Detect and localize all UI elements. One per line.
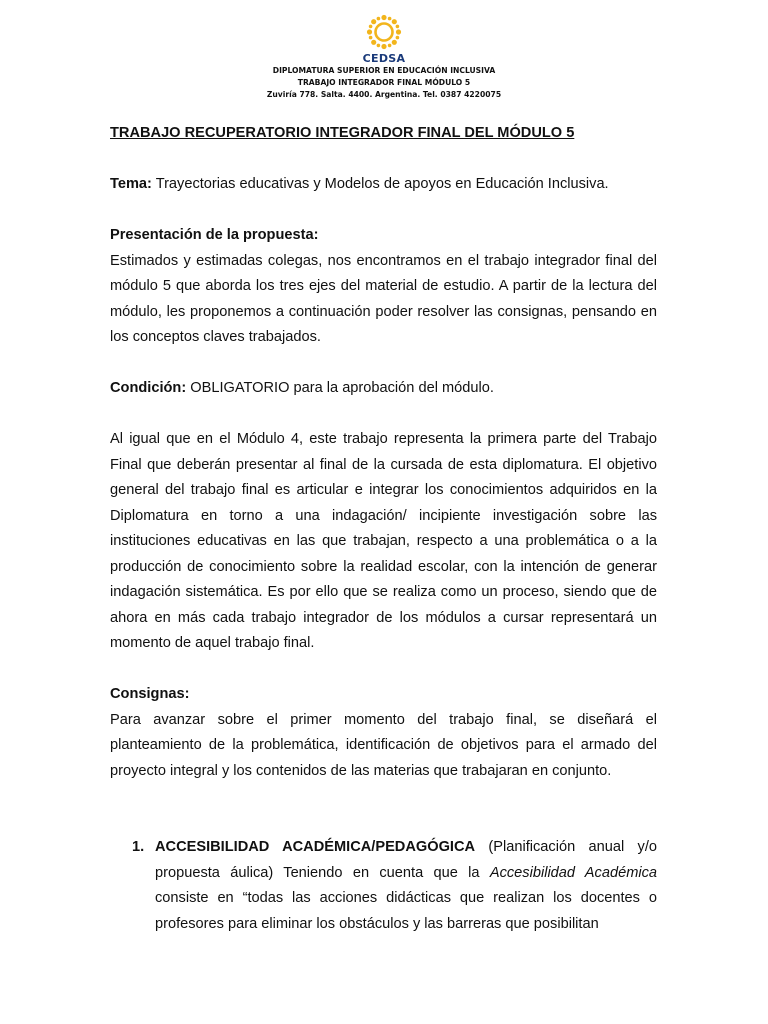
presentacion-heading: Presentación de la propuesta: — [110, 227, 319, 243]
header-line-2: TRABAJO INTEGRADOR FINAL MÓDULO 5 — [297, 78, 471, 87]
consignas-paragraph: Para avanzar sobre el primer momento del trabajo final, se diseñará el planteamiento de la problemática, identificación de objetivos para el armado del proyecto integral y los contenidos de las materias que trabajaran en conjunto. — [110, 711, 657, 779]
list-item-number: 1. — [132, 839, 145, 855]
presentacion-paragraph: Estimados y estimadas colegas, nos encontramos en el trabajo integrador final del módulo 5 que aborda los tres ejes del material de estudio. A partir de la lectura del módulo, les proponemos a continuación poder resolver las consignas, pensando en los conceptos claves trabajados. — [110, 252, 657, 345]
document-body — [110, 121, 657, 937]
document-title: TRABAJO RECUPERATORIO INTEGRADOR FINAL DEL MÓDULO 5 — [110, 125, 575, 141]
list-item — [110, 835, 657, 937]
item1-text-b: consiste en “todas las acciones didácticas que realizan los docentes o profesores para eliminar los obstáculos y las barreras que posibilitan — [155, 890, 657, 932]
tema-paragraph — [110, 172, 657, 198]
header-line-1: DIPLOMATURA SUPERIOR EN EDUCACIÓN INCLUSIVA — [272, 66, 496, 75]
item1-italic: Accesibilidad Académica — [489, 864, 658, 881]
tema-text: Trayectorias educativas y Modelos de apoyos en Educación Inclusiva. — [151, 176, 609, 192]
consignas-heading: Consignas: — [110, 686, 190, 702]
brand-name: CEDSA — [362, 52, 406, 65]
tema-label: Tema: — [110, 176, 152, 192]
cedsa-sun-logo-icon — [366, 14, 402, 50]
condicion-label: Condición: — [110, 380, 187, 396]
objetivo-paragraph: Al igual que en el Módulo 4, este trabajo representa la primera parte del Trabajo Final que deberán presentar al final de la cursada de esta diplomatura. El objetivo general del trabajo final es articular e integrar los conocimientos adquiridos en la Diplomatura en torno a una indagación/ incipiente investigación sobre las instituciones educativas en las que trabajan, respecto a una problemática o a la producción de conocimiento sobre la realidad escolar, con la intención de generar indagación sistemática. Es por ello que se realiza como un proceso, siendo que de ahora en más cada trabajo integrador de los módulos a cursar representará un momento de aquel trabajo final. — [110, 431, 657, 651]
item1-text-a: (Planificación anual y/o propuesta áulica) Teniendo en cuenta que la — [155, 839, 657, 881]
page-header — [0, 14, 768, 101]
item1-heading: ACCESIBILIDAD ACADÉMICA/PEDAGÓGICA — [155, 839, 476, 855]
condicion-text: OBLIGATORIO para la aprobación del módulo. — [186, 380, 494, 396]
header-address: Zuviría 778. Salta. 4400. Argentina. Tel. 0387 4220075 — [266, 90, 502, 99]
condicion-paragraph — [110, 376, 657, 402]
